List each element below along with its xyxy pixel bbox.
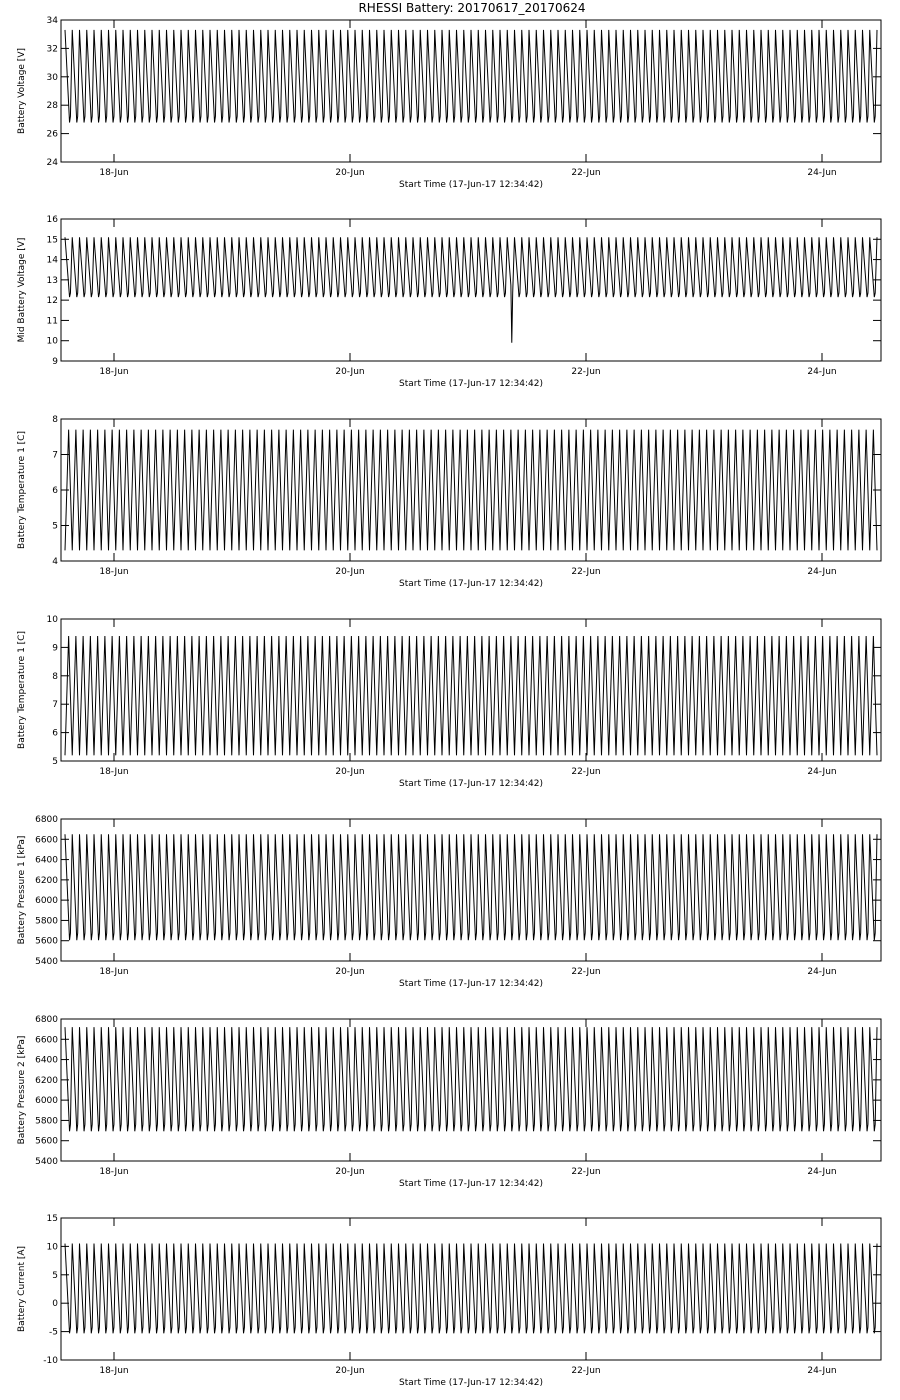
- x-axis-label: Start Time (17-Jun-17 12:34:42): [399, 379, 543, 389]
- x-tick-label: 20-Jun: [335, 1366, 365, 1376]
- plot-frame: [61, 1218, 881, 1360]
- series-line: [65, 834, 877, 940]
- x-tick-label: 22-Jun: [571, 967, 601, 977]
- y-tick-label: 5: [52, 521, 58, 532]
- y-tick-label: 6000: [35, 1096, 58, 1107]
- y-tick-label: 6200: [35, 875, 58, 886]
- x-tick-label: 24-Jun: [807, 1366, 837, 1376]
- y-tick-label: 12: [46, 296, 58, 307]
- y-tick-label: 16: [46, 215, 58, 225]
- y-tick-label: 5800: [35, 1116, 58, 1127]
- y-tick-label: 6800: [35, 1015, 58, 1025]
- panel-2: [17, 215, 881, 389]
- y-tick-label: 5: [52, 1270, 58, 1281]
- x-tick-label: 24-Jun: [807, 567, 837, 577]
- x-tick-label: 22-Jun: [571, 567, 601, 577]
- y-tick-label: 7: [52, 700, 58, 711]
- y-tick-label: 15: [46, 1214, 58, 1224]
- y-tick-label: 5: [52, 757, 58, 767]
- y-tick-label: 28: [46, 101, 58, 112]
- y-tick-label: -10: [43, 1356, 58, 1366]
- y-tick-label: 5400: [35, 957, 58, 967]
- x-axis-label: Start Time (17-Jun-17 12:34:42): [399, 779, 543, 789]
- x-tick-label: 22-Jun: [571, 168, 601, 178]
- y-tick-label: 6200: [35, 1075, 58, 1086]
- x-tick-label: 22-Jun: [571, 1167, 601, 1177]
- x-tick-label: 24-Jun: [807, 1167, 837, 1177]
- y-tick-label: 5400: [35, 1157, 58, 1167]
- y-tick-label: 9: [52, 357, 58, 367]
- x-tick-label: 24-Jun: [807, 967, 837, 977]
- y-tick-label: 10: [46, 615, 58, 625]
- panels-group: [17, 16, 881, 1388]
- x-tick-label: 22-Jun: [571, 767, 601, 777]
- y-tick-label: 26: [46, 129, 58, 140]
- series-line: [65, 636, 877, 755]
- x-tick-label: 20-Jun: [335, 1167, 365, 1177]
- series-line: [65, 237, 877, 342]
- y-axis-label: Battery Pressure 1 [kPa]: [17, 835, 27, 945]
- x-tick-label: 18-Jun: [99, 168, 129, 178]
- y-axis-label: Battery Voltage [V]: [17, 48, 27, 134]
- y-tick-label: 6800: [35, 815, 58, 825]
- series-line: [65, 1027, 877, 1131]
- y-tick-label: -5: [49, 1327, 58, 1338]
- figure-title: RHESSI Battery: 20170617_20170624: [358, 1, 586, 15]
- panel-3: [17, 415, 881, 589]
- y-tick-label: 6000: [35, 896, 58, 907]
- y-tick-label: 0: [52, 1299, 58, 1310]
- y-tick-label: 8: [52, 671, 58, 682]
- x-axis-label: Start Time (17-Jun-17 12:34:42): [399, 1378, 543, 1388]
- y-tick-label: 24: [46, 158, 58, 168]
- y-tick-label: 6600: [35, 835, 58, 846]
- x-tick-label: 24-Jun: [807, 168, 837, 178]
- y-tick-label: 32: [46, 44, 58, 55]
- x-tick-label: 18-Jun: [99, 1366, 129, 1376]
- panel-5: [17, 815, 881, 989]
- y-tick-label: 5600: [35, 936, 58, 947]
- y-tick-label: 6400: [35, 855, 58, 866]
- x-tick-label: 22-Jun: [571, 1366, 601, 1376]
- x-tick-label: 20-Jun: [335, 767, 365, 777]
- panel-1: [17, 16, 881, 190]
- y-tick-label: 15: [46, 235, 58, 246]
- x-tick-label: 24-Jun: [807, 367, 837, 377]
- y-tick-label: 5800: [35, 916, 58, 927]
- y-axis-label: Mid Battery Voltage [V]: [17, 237, 27, 343]
- y-tick-label: 9: [52, 643, 58, 654]
- y-tick-label: 6: [52, 728, 58, 739]
- x-tick-label: 24-Jun: [807, 767, 837, 777]
- y-axis-label: Battery Temperature 1 [C]: [17, 631, 27, 749]
- y-tick-label: 6: [52, 486, 58, 496]
- y-tick-label: 11: [46, 316, 58, 327]
- y-tick-label: 10: [46, 1242, 58, 1253]
- x-tick-label: 20-Jun: [335, 967, 365, 977]
- y-tick-label: 5600: [35, 1136, 58, 1147]
- x-tick-label: 18-Jun: [99, 367, 129, 377]
- panel-7: [17, 1214, 881, 1388]
- y-tick-label: 6600: [35, 1035, 58, 1046]
- y-axis-label: Battery Temperature 1 [C]: [17, 431, 27, 549]
- x-axis-label: Start Time (17-Jun-17 12:34:42): [399, 1179, 543, 1189]
- x-axis-label: Start Time (17-Jun-17 12:34:42): [399, 579, 543, 589]
- y-tick-label: 13: [46, 275, 58, 286]
- x-tick-label: 18-Jun: [99, 967, 129, 977]
- y-tick-label: 34: [46, 16, 58, 26]
- y-axis-label: Battery Current [A]: [17, 1245, 27, 1333]
- panel-4: [17, 615, 881, 789]
- x-axis-label: Start Time (17-Jun-17 12:34:42): [399, 180, 543, 190]
- x-tick-label: 20-Jun: [335, 168, 365, 178]
- x-tick-label: 18-Jun: [99, 1167, 129, 1177]
- x-axis-label: Start Time (17-Jun-17 12:34:42): [399, 979, 543, 989]
- y-tick-label: 6400: [35, 1055, 58, 1066]
- y-tick-label: 7: [52, 450, 58, 461]
- x-tick-label: 20-Jun: [335, 567, 365, 577]
- y-axis-label: Battery Pressure 2 [kPa]: [17, 1035, 27, 1145]
- y-tick-label: 4: [52, 557, 58, 567]
- y-tick-label: 8: [52, 415, 58, 425]
- series-line: [65, 30, 877, 123]
- panel-6: [17, 1015, 881, 1189]
- y-tick-label: 10: [46, 336, 58, 347]
- y-tick-label: 30: [46, 72, 58, 83]
- x-tick-label: 18-Jun: [99, 767, 129, 777]
- series-line: [65, 1244, 877, 1334]
- y-tick-label: 14: [46, 255, 58, 266]
- x-tick-label: 18-Jun: [99, 567, 129, 577]
- series-line: [65, 430, 877, 551]
- x-tick-label: 20-Jun: [335, 367, 365, 377]
- x-tick-label: 22-Jun: [571, 367, 601, 377]
